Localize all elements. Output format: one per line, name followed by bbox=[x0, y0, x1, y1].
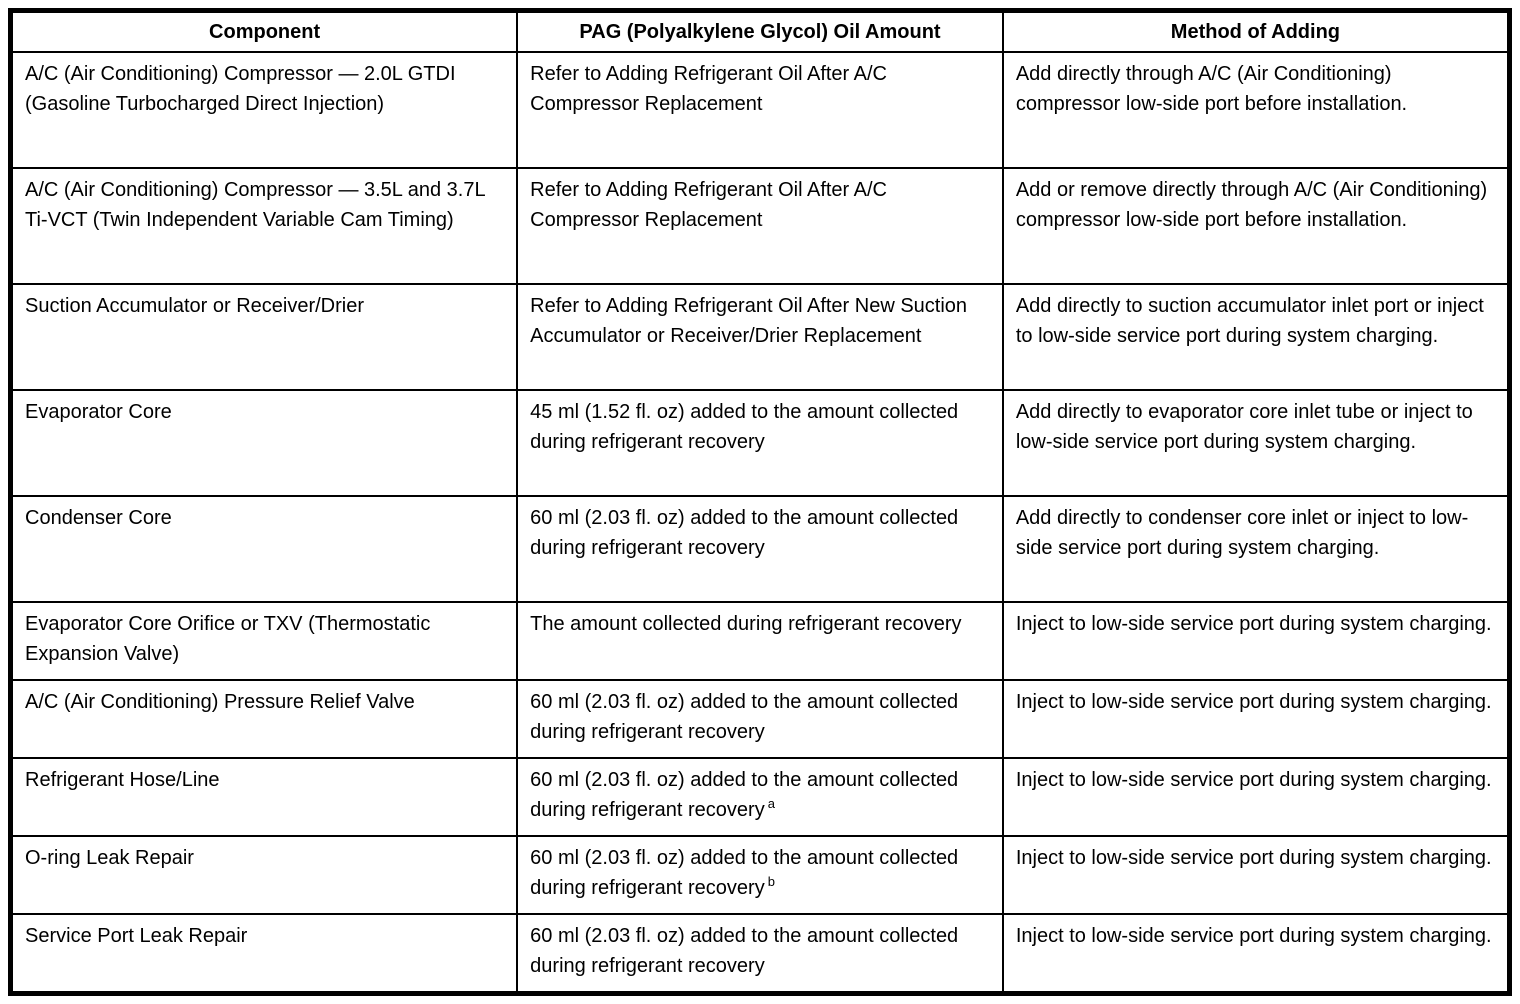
component-cell bbox=[11, 914, 518, 994]
oil-amount-cell bbox=[517, 390, 1003, 496]
cell-text: Add directly through A/C (Air Conditioning) compressor low-side port before installation. bbox=[1015, 63, 1408, 115]
oil-amount-cell bbox=[517, 602, 1003, 680]
cell-text: The amount collected during refrigerant recovery bbox=[530, 613, 962, 635]
component-cell bbox=[11, 602, 518, 680]
footnote-marker: a bbox=[767, 796, 775, 812]
cell-text: O-ring Leak Repair bbox=[25, 847, 194, 869]
table-row bbox=[11, 284, 1510, 390]
cell-text: Inject to low-side service port during system charging. bbox=[1015, 769, 1492, 791]
component-cell bbox=[11, 836, 518, 914]
component-cell bbox=[11, 52, 518, 168]
cell-text: Inject to low-side service port during system charging. bbox=[1015, 925, 1492, 947]
cell-text: Inject to low-side service port during system charging. bbox=[1015, 613, 1492, 635]
oil-amount-cell bbox=[517, 284, 1003, 390]
table-row bbox=[11, 914, 1510, 994]
table-row bbox=[11, 602, 1510, 680]
cell-text: 45 ml (1.52 fl. oz) added to the amount collected during refrigerant recovery bbox=[530, 401, 959, 453]
cell-text: Inject to low-side service port during system charging. bbox=[1015, 847, 1492, 869]
cell-text: Evaporator Core Orifice or TXV (Thermostatic Expansion Valve) bbox=[25, 613, 431, 665]
component-cell bbox=[11, 680, 518, 758]
component-cell bbox=[11, 758, 518, 836]
oil-amount-cell bbox=[517, 836, 1003, 914]
oil-amount-cell bbox=[517, 168, 1003, 284]
oil-amount-cell bbox=[517, 496, 1003, 602]
footnote-marker: b bbox=[767, 874, 775, 890]
cell-text: Inject to low-side service port during system charging. bbox=[1015, 691, 1492, 713]
cell-text: Refer to Adding Refrigerant Oil After A/C Compressor Replacement bbox=[530, 63, 888, 115]
cell-text: A/C (Air Conditioning) Compressor — 3.5L and 3.7L Ti-VCT (Twin Independent Variable Cam Timing) bbox=[25, 179, 485, 231]
oil-amount-cell bbox=[517, 914, 1003, 994]
table-row bbox=[11, 168, 1510, 284]
method-cell bbox=[1003, 284, 1510, 390]
cell-text: Suction Accumulator or Receiver/Drier bbox=[25, 295, 365, 317]
col-header-oil-amount: PAG (Polyalkylene Glycol) Oil Amount bbox=[517, 11, 1003, 53]
method-cell bbox=[1003, 496, 1510, 602]
table-row bbox=[11, 836, 1510, 914]
header-row bbox=[11, 11, 1510, 53]
method-cell bbox=[1003, 602, 1510, 680]
table-row bbox=[11, 390, 1510, 496]
table-row bbox=[11, 52, 1510, 168]
oil-amount-cell bbox=[517, 758, 1003, 836]
cell-text: Condenser Core bbox=[25, 507, 172, 529]
component-cell bbox=[11, 168, 518, 284]
oil-amount-cell bbox=[517, 52, 1003, 168]
cell-text: A/C (Air Conditioning) Pressure Relief Valve bbox=[25, 691, 415, 713]
cell-text: Add directly to condenser core inlet or inject to low-side service port during system charging. bbox=[1015, 507, 1469, 559]
col-header-component: Component bbox=[11, 11, 518, 53]
method-cell bbox=[1003, 168, 1510, 284]
cell-text: Refer to Adding Refrigerant Oil After New Suction Accumulator or Receiver/Drier Replacement bbox=[530, 295, 968, 347]
cell-text: 60 ml (2.03 fl. oz) added to the amount collected during refrigerant recovery bbox=[530, 847, 959, 899]
component-cell bbox=[11, 284, 518, 390]
component-cell bbox=[11, 390, 518, 496]
cell-text: 60 ml (2.03 fl. oz) added to the amount collected during refrigerant recovery bbox=[530, 925, 959, 977]
cell-text: Refrigerant Hose/Line bbox=[25, 769, 220, 791]
method-cell bbox=[1003, 52, 1510, 168]
method-cell bbox=[1003, 836, 1510, 914]
oil-amount-cell bbox=[517, 680, 1003, 758]
table-row bbox=[11, 758, 1510, 836]
cell-text: Add directly to suction accumulator inlet port or inject to low-side service port during system charging. bbox=[1015, 295, 1484, 347]
method-cell bbox=[1003, 758, 1510, 836]
method-cell bbox=[1003, 680, 1510, 758]
cell-text: Refer to Adding Refrigerant Oil After A/C Compressor Replacement bbox=[530, 179, 888, 231]
cell-text: Evaporator Core bbox=[25, 401, 172, 423]
method-cell bbox=[1003, 914, 1510, 994]
table-row bbox=[11, 496, 1510, 602]
refrigerant-oil-capacity-table bbox=[8, 8, 1512, 996]
cell-text: 60 ml (2.03 fl. oz) added to the amount collected during refrigerant recovery bbox=[530, 691, 959, 743]
cell-text: A/C (Air Conditioning) Compressor — 2.0L GTDI (Gasoline Turbocharged Direct Injection) bbox=[25, 63, 456, 115]
component-cell bbox=[11, 496, 518, 602]
cell-text: 60 ml (2.03 fl. oz) added to the amount collected during refrigerant recovery bbox=[530, 769, 959, 821]
cell-text: Service Port Leak Repair bbox=[25, 925, 248, 947]
cell-text: Add directly to evaporator core inlet tube or inject to low-side service port during system charging. bbox=[1015, 401, 1473, 453]
cell-text: 60 ml (2.03 fl. oz) added to the amount collected during refrigerant recovery bbox=[530, 507, 959, 559]
col-header-method: Method of Adding bbox=[1003, 11, 1510, 53]
cell-text: Add or remove directly through A/C (Air Conditioning) compressor low-side port before installation. bbox=[1015, 179, 1488, 231]
method-cell bbox=[1003, 390, 1510, 496]
table-row bbox=[11, 680, 1510, 758]
